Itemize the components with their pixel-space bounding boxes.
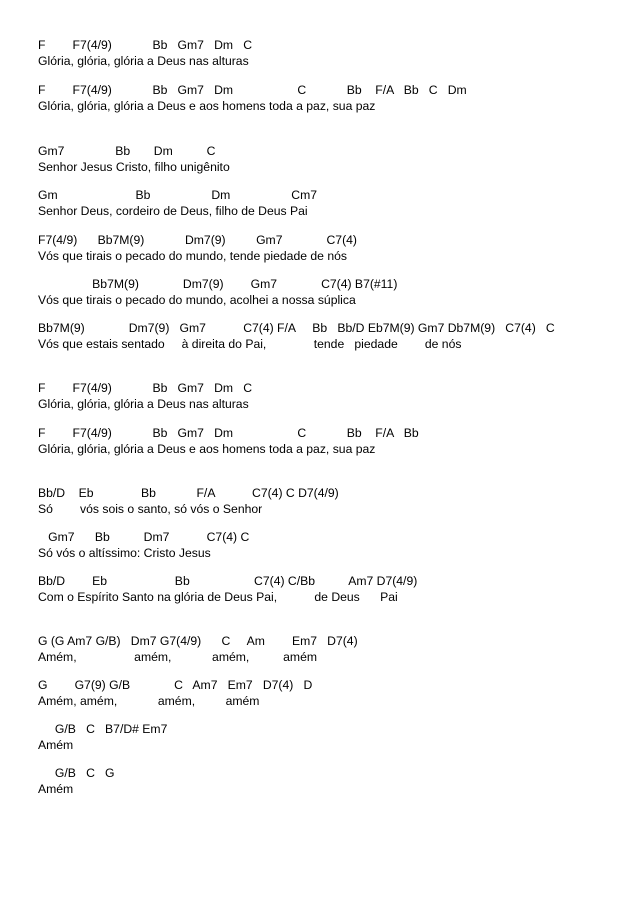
lyric-line: Amém — [38, 782, 74, 796]
chord-line: Gm Bb Dm Cm7 — [38, 188, 318, 202]
chord-line: F F7(4/9) Bb Gm7 Dm C — [38, 38, 252, 52]
lyric-line: Vós que tirais o pecado do mundo, tende piedade de nós — [38, 249, 347, 263]
lyric-line: Glória, glória, glória a Deus e aos homens toda a paz, sua paz — [38, 99, 376, 113]
lyric-line: Glória, glória, glória a Deus e aos homens toda a paz, sua paz — [38, 442, 376, 456]
lyric-line: Senhor Jesus Cristo, filho unigênito — [38, 160, 230, 174]
lyric-line: Amém — [38, 738, 74, 752]
lyric-line: Glória, glória, glória a Deus nas alturas — [38, 397, 249, 411]
chord-line: Gm7 Bb Dm C — [38, 144, 216, 158]
lyric-line: Só vós o altíssimo: Cristo Jesus — [38, 546, 211, 560]
chord-line: Gm7 Bb Dm7 C7(4) C — [38, 530, 250, 544]
chord-line: Bb7M(9) Dm7(9) Gm7 C7(4) F/A Bb Bb/D Eb7M(9) Gm7 Db7M(9) C7(4) C — [38, 321, 555, 335]
chord-line: Bb/D Eb Bb C7(4) C/Bb Am7 D7(4/9) — [38, 574, 418, 588]
lyric-line: Vós que estais sentado à direita do Pai, tende piedade de nós — [38, 337, 462, 351]
chord-line: F F7(4/9) Bb Gm7 Dm C Bb F/A Bb — [38, 426, 419, 440]
lyric-line: Com o Espírito Santo na glória de Deus Pai, de Deus Pai — [38, 590, 398, 604]
chord-line: G (G Am7 G/B) Dm7 G7(4/9) C Am Em7 D7(4) — [38, 634, 358, 648]
lyric-line: Só vós sois o santo, só vós o Senhor — [38, 502, 263, 516]
chord-line: F F7(4/9) Bb Gm7 Dm C — [38, 381, 252, 395]
chord-line: F7(4/9) Bb7M(9) Dm7(9) Gm7 C7(4) — [38, 233, 357, 247]
chord-line: G/B C G — [38, 766, 115, 780]
lyric-line: Amém, amém, amém, amém — [38, 694, 260, 708]
chord-line: F F7(4/9) Bb Gm7 Dm C Bb F/A Bb C Dm — [38, 83, 467, 97]
lyric-line: Senhor Deus, cordeiro de Deus, filho de Deus Pai — [38, 204, 308, 218]
lyric-line: Vós que tirais o pecado do mundo, acolhei a nossa súplica — [38, 293, 356, 307]
lyric-line: Glória, glória, glória a Deus nas alturas — [38, 54, 249, 68]
chord-line: G G7(9) G/B C Am7 Em7 D7(4) D — [38, 678, 313, 692]
lyric-line: Amém, amém, amém, amém — [38, 650, 318, 664]
chord-line: Bb7M(9) Dm7(9) Gm7 C7(4) B7(#11) — [38, 277, 398, 291]
chord-line: G/B C B7/D# Em7 — [38, 722, 168, 736]
chord-line: Bb/D Eb Bb F/A C7(4) C D7(4/9) — [38, 486, 339, 500]
